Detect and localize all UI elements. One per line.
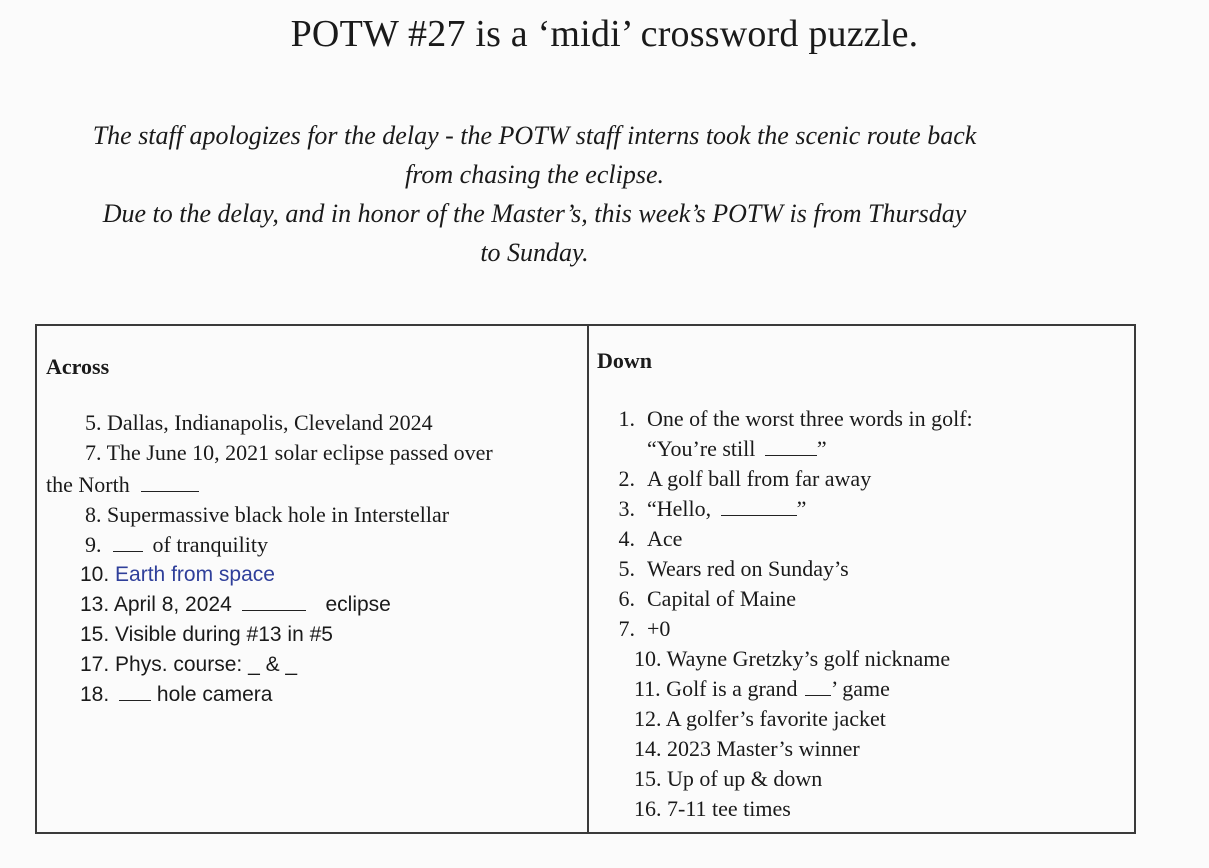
down-clue-5 bbox=[597, 556, 849, 582]
column-divider bbox=[587, 326, 589, 832]
clue-text: Capital of Maine bbox=[647, 586, 797, 611]
clue-text: of tranquility bbox=[152, 532, 268, 557]
clue-text: A golf ball from far away bbox=[647, 466, 872, 491]
clue-text: ” bbox=[816, 436, 827, 461]
down-clue-4 bbox=[597, 526, 682, 552]
clue-text: Wears red on Sunday’s bbox=[647, 556, 849, 581]
down-clue-12: 12. A golfer’s favorite jacket bbox=[634, 706, 886, 731]
down-clue-7 bbox=[597, 616, 670, 642]
across-clue-8: 8. Supermassive black hole in Interstellar bbox=[85, 502, 450, 527]
across-clue-7: 7. The June 10, 2021 solar eclipse passed over bbox=[85, 440, 493, 465]
clues-table bbox=[35, 324, 1136, 834]
answer-blank bbox=[141, 477, 199, 492]
across-clue-17: 17. Phys. course: _ & _ bbox=[80, 653, 298, 676]
down-clue-10: 10. Wayne Gretzky’s golf nickname bbox=[634, 646, 951, 671]
page-title: POTW #27 is a ‘midi’ crossword puzzle. bbox=[290, 13, 919, 55]
down-clue-3 bbox=[597, 496, 806, 522]
clue-number: 1. bbox=[618, 406, 635, 431]
clue-text: “You’re still bbox=[647, 436, 756, 461]
clue-text: 11. Golf is a grand bbox=[634, 676, 798, 701]
clue-number: 7. bbox=[618, 616, 635, 641]
across-heading: Across bbox=[46, 354, 110, 379]
clue-number: 3. bbox=[618, 496, 635, 521]
answer-blank bbox=[119, 686, 151, 701]
answer-blank bbox=[113, 537, 143, 552]
clue-number: 4. bbox=[618, 526, 635, 551]
across-clue-7-cont bbox=[46, 472, 199, 498]
clue-text: 13. April 8, 2024 bbox=[80, 593, 232, 616]
down-clue-14: 14. 2023 Master’s winner bbox=[634, 736, 860, 761]
down-clue-11 bbox=[634, 676, 890, 702]
down-clue-6 bbox=[597, 586, 796, 612]
clue-text: ’ game bbox=[831, 676, 890, 701]
intro-text bbox=[0, 116, 1209, 272]
across-clue-7-text: the North bbox=[46, 472, 130, 497]
clue-number: 18. bbox=[80, 683, 110, 706]
down-clue-1-cont bbox=[647, 436, 827, 462]
answer-blank bbox=[805, 681, 831, 696]
across-clue-10 bbox=[80, 562, 275, 588]
clue-text: +0 bbox=[647, 616, 671, 641]
down-clue-2 bbox=[597, 466, 871, 492]
down-clue-16: 16. 7-11 tee times bbox=[634, 796, 791, 821]
across-clue-15: 15. Visible during #13 in #5 bbox=[80, 623, 333, 646]
across-clue-13 bbox=[80, 592, 391, 618]
clue-text: Earth from space bbox=[115, 563, 275, 586]
clue-number: 6. bbox=[618, 586, 635, 611]
clue-text: “Hello, bbox=[647, 496, 712, 521]
clue-number: 5. bbox=[618, 556, 635, 581]
clue-text: Ace bbox=[647, 526, 683, 551]
clue-text: hole camera bbox=[156, 683, 273, 706]
answer-blank bbox=[721, 501, 797, 516]
intro-line-1: The staff apologizes for the delay - the POTW staff interns took the scenic route back bbox=[92, 121, 977, 150]
across-clue-5: 5. Dallas, Indianapolis, Cleveland 2024 bbox=[85, 410, 433, 435]
clue-number: 2. bbox=[618, 466, 635, 491]
clue-text: One of the worst three words in golf: bbox=[647, 406, 973, 431]
clue-number: 10. bbox=[80, 563, 110, 586]
clue-number: 9. bbox=[85, 532, 102, 557]
intro-line-2: from chasing the eclipse. bbox=[405, 160, 664, 189]
clue-text: eclipse bbox=[325, 593, 391, 616]
across-clue-9 bbox=[85, 532, 268, 558]
down-heading: Down bbox=[597, 348, 653, 373]
answer-blank bbox=[242, 596, 306, 611]
down-clue-15: 15. Up of up & down bbox=[634, 766, 823, 791]
answer-blank bbox=[765, 441, 817, 456]
intro-line-4: to Sunday. bbox=[480, 238, 589, 267]
down-clue-1 bbox=[597, 406, 973, 432]
across-clue-18 bbox=[80, 682, 272, 708]
clue-text: ” bbox=[796, 496, 807, 521]
intro-line-3: Due to the delay, and in honor of the Master’s, this week’s POTW is from Thursday bbox=[102, 199, 967, 228]
